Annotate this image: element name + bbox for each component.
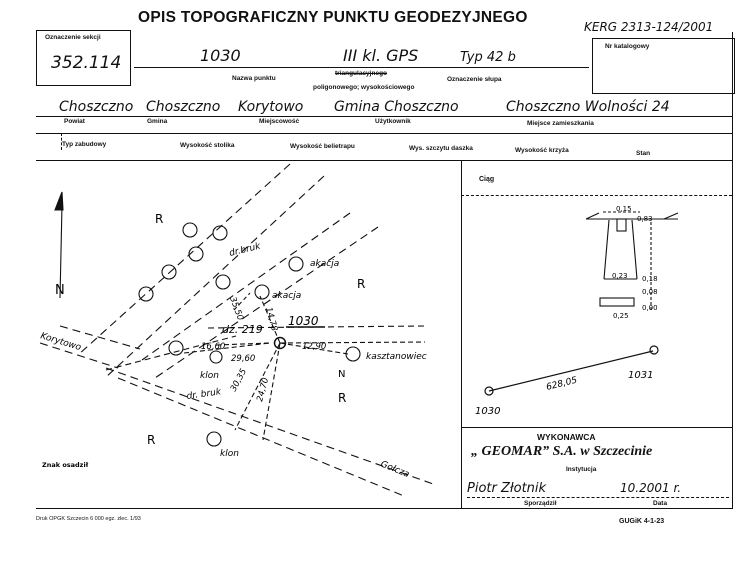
powiat-label: Powiat	[64, 118, 85, 125]
znak-osadzil-label: Znak osadził	[42, 461, 89, 469]
document-reference: KERG 2313-124/2001	[584, 20, 714, 34]
zamieszkanie-label: Miejsce zamieszkania	[527, 120, 594, 127]
point-type-value: Typ 42 b	[460, 50, 516, 65]
tree-klon-1	[169, 341, 183, 355]
north-label: N	[55, 283, 65, 298]
traverse-distance: 628,05	[545, 375, 579, 393]
traverse-point-end	[650, 346, 658, 354]
zamieszkanie-value: Choszczno Wolności 24	[506, 99, 670, 115]
footer-print-info: Druk OPGK Szczecin 6 000 egz. zlec. 1/93	[36, 516, 141, 522]
typ-zabudowy-label: Typ zabudowy	[62, 141, 107, 148]
point-name-label: Nazwa punktu	[232, 75, 276, 82]
road-edge-3	[142, 213, 350, 360]
tree-klon-2	[210, 351, 222, 363]
tree-akacja-2	[255, 285, 269, 299]
dim-h2: 0,08	[642, 288, 658, 296]
field-label-r2: R	[357, 277, 366, 291]
ground-hatch-2	[664, 213, 678, 219]
tree-4	[213, 226, 227, 240]
document-title: OPIS TOPOGRAFICZNY PUNKTU GEODEZYJNEGO	[138, 9, 528, 26]
gmina-label: Gmina	[147, 118, 168, 125]
powiat-value: Choszczno	[59, 99, 134, 115]
point-label-1030: 1030	[288, 314, 319, 328]
road-label-golcza: Gołcza	[378, 459, 411, 481]
point-class-value: III kl. GPS	[343, 46, 419, 65]
distance-7: 24,70	[255, 376, 272, 403]
field-label-r1: R	[155, 212, 164, 226]
tree-label-kasztanowiec: kasztanowiec	[366, 352, 427, 362]
wysokosc-stolika-label: Wysokość stolika	[180, 142, 235, 149]
stan-label: Stan	[636, 150, 651, 157]
miejscowosc-label: Miejscowość	[259, 118, 300, 125]
point-name-value: 1030	[200, 46, 241, 65]
distance-4: 29,60	[231, 354, 256, 364]
tree-label-klon-1: klon	[200, 371, 219, 381]
traverse-start-label: 1030	[475, 406, 501, 417]
north-arrow-head	[55, 192, 63, 210]
miejscowosc-value: Korytowo	[238, 99, 304, 115]
tree-1	[139, 287, 153, 301]
dim-depth-top: 0,83	[637, 215, 653, 223]
field-label-n: N	[338, 369, 346, 380]
author-label: Sporządził	[524, 500, 557, 507]
tree-label-akacja-1: akacja	[310, 259, 340, 269]
tree-6	[216, 275, 230, 289]
point-class-label-2: poligonowego; wysokościowego	[313, 84, 415, 91]
date-label: Data	[653, 500, 668, 507]
distance-3: 16,60	[201, 342, 226, 352]
date-value: 10.2001 r.	[620, 481, 682, 495]
tree-label-klon-2: klon	[220, 449, 239, 459]
wys-szczytu-daszka-label: Wys. szczytu daszka	[409, 145, 473, 152]
dim-bottom-width: 0,23	[612, 272, 628, 280]
dim-plate: 0,25	[613, 312, 629, 320]
contractor-heading: WYKONAWCA	[537, 432, 596, 442]
footer-form-code: GUGiK 4-1-23	[619, 518, 665, 525]
distance-1: 35,50	[227, 295, 245, 322]
wysokosc-krzyza-label: Wysokość krzyża	[515, 147, 569, 154]
road-label-dr-bruk-bottom: dr. bruk	[186, 387, 222, 402]
distance-6: 30,35	[228, 367, 250, 394]
point-class-label-1: triangulacyjnego	[335, 70, 388, 77]
section-label: Oznaczenie sekcji	[45, 34, 101, 41]
underground-plate	[600, 298, 634, 306]
signature-rule	[467, 497, 729, 498]
tree-klon-3	[207, 432, 221, 446]
road-label-dr-bruk-top: dr.bruk	[228, 241, 262, 259]
tree-3	[189, 247, 203, 261]
ground-hatch-1	[586, 213, 599, 219]
field-label-r4: R	[147, 433, 156, 447]
distance-2: 14,78	[263, 306, 280, 333]
distance-5: 12,90	[302, 342, 327, 352]
pillar-head	[617, 219, 626, 231]
point-type-label: Oznaczenie słupa	[447, 76, 502, 83]
dim-h1: 0,18	[642, 275, 658, 283]
dim-top-width: 0,15	[616, 205, 632, 213]
tree-2	[162, 265, 176, 279]
institution-label: Instytucja	[566, 466, 597, 473]
tree-akacja-1	[289, 257, 303, 271]
traverse-end-label: 1031	[628, 370, 654, 381]
pit-right	[632, 220, 637, 279]
uzytkownik-value: Gmina Choszczno	[334, 99, 459, 115]
pit-left	[604, 220, 609, 279]
gmina-value: Choszczno	[146, 99, 221, 115]
uzytkownik-label: Użytkownik	[375, 118, 411, 125]
tree-label-akacja-2: akacja	[272, 291, 302, 301]
ciag-label: Ciąg	[479, 176, 495, 183]
mark-cross-section	[586, 212, 678, 310]
tree-kasztanowiec	[346, 347, 360, 361]
tree-5	[183, 223, 197, 237]
catalog-label: Nr katalogowy	[605, 43, 650, 50]
road-label-korytowo: Korytowo	[39, 331, 83, 354]
parcel-label-dz219: dz. 219	[222, 323, 263, 336]
section-value: 352.114	[51, 53, 122, 73]
author-value: Piotr Złotnik	[467, 481, 547, 496]
field-label-r3: R	[338, 391, 347, 405]
wysokosc-belietrapu-label: Wysokość belietrapu	[290, 143, 355, 150]
dim-h3: 0,00	[642, 304, 658, 312]
contractor-name: „ GEOMAR” S.A. w Szczecinie	[471, 444, 653, 459]
